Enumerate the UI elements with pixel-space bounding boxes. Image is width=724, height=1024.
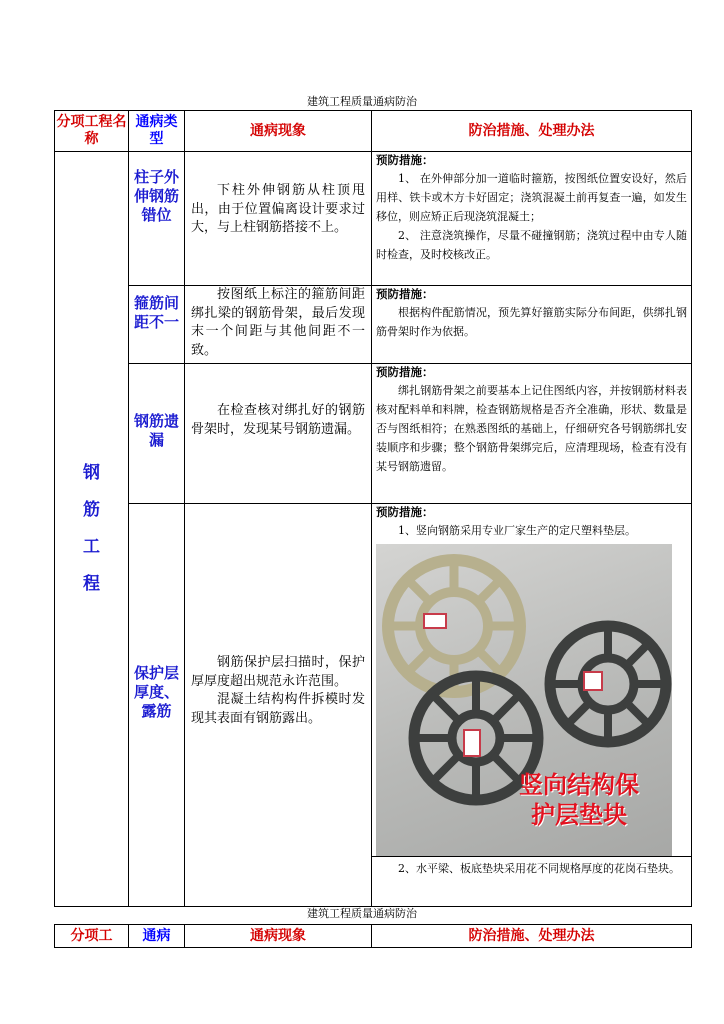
measures-cell xyxy=(372,286,692,364)
header-measures: 防治措施、处理办法 xyxy=(372,925,692,948)
header-defect-type: 通病类型 xyxy=(129,111,185,152)
next-page-header-row xyxy=(55,925,692,948)
measure-text: 绑扎钢筋骨架之前要基本上记住图纸内容，并按钢筋材料表核对配料单和料牌，检查钢筋规格是否齐全准确，形状、数量是否与图纸相符；在熟悉图纸的基础上，仔细研究各号钢筋绑扎安装顺序和步骤；整个钢筋骨架绑完后，应清理现场，检查有没有某号钢筋遗留。 xyxy=(376,384,687,473)
measure-text: 2、水平梁、板底垫块采用花不同规格厚度的花岗石垫块。 xyxy=(398,862,680,875)
subitem-char: 工 xyxy=(83,537,100,557)
header-subitem-name: 分项工 xyxy=(55,925,129,948)
table-row xyxy=(55,504,692,907)
photo-caption-line: 竖向结构保 xyxy=(519,771,639,799)
table-row xyxy=(55,152,692,286)
spacer-photo xyxy=(376,544,672,856)
phenomenon-text: 在检查核对绑扎好的钢筋骨架时，发现某号钢筋遗漏。 xyxy=(191,403,365,437)
phenomenon-text: 混凝土结构构件拆模时发现其表面有钢筋露出。 xyxy=(191,692,365,726)
phenomenon-cell xyxy=(185,504,372,907)
phenomenon-cell xyxy=(185,152,372,286)
measures-label: 预防措施： xyxy=(376,365,434,379)
defect-type: 柱子外伸钢筋错位 xyxy=(129,152,185,286)
header-defect-type: 通病 xyxy=(129,925,185,948)
measures-label: 预防措施： xyxy=(376,287,434,301)
phenomenon-cell xyxy=(185,286,372,364)
measure-text: 1、竖向钢筋采用专业厂家生产的定尺塑料垫层。 xyxy=(398,524,636,537)
defects-table xyxy=(54,110,692,907)
header-measures: 防治措施、处理办法 xyxy=(372,111,692,152)
table-row xyxy=(55,364,692,504)
subitem-char: 钢 xyxy=(83,463,100,483)
photo-caption-line: 护层垫块 xyxy=(531,801,627,829)
rebar-spacer-wheel-dark-icon xyxy=(550,626,666,742)
header-row xyxy=(55,111,692,152)
measures-cell xyxy=(372,504,692,907)
measure-text: 1、 在外伸部分加一道临时箍筋，按图纸位置安设好，然后用样、铁卡或木方卡好固定；浇筑混凝土前再复查一遍，如发生移位，则应矫正后现浇筑混凝土； xyxy=(376,172,687,223)
measure-text: 2、 注意浇筑操作，尽量不碰撞钢筋；浇筑过程中由专人随时检查，及时校核改正。 xyxy=(376,229,687,261)
header-phenomenon: 通病现象 xyxy=(185,111,372,152)
measure-text: 根据构件配筋情况，预先算好箍筋实际分布间距，供绑扎钢筋骨架时作为依据。 xyxy=(376,306,687,338)
photo-caption xyxy=(494,770,664,830)
subitem-char: 筋 xyxy=(83,500,100,520)
header-phenomenon: 通病现象 xyxy=(185,925,372,948)
table-row xyxy=(55,286,692,364)
document-title: 建筑工程质量通病防治 xyxy=(307,95,417,108)
defect-type: 保护层厚度、露筋 xyxy=(129,504,185,907)
next-page-header-table xyxy=(54,924,692,948)
next-page-title: 建筑工程质量通病防治 xyxy=(307,907,417,920)
phenomenon-text: 按图纸上标注的箍筋间距绑扎梁的钢筋骨架，最后发现末一个间距与其他间距不一致。 xyxy=(191,287,365,358)
measures-cell xyxy=(372,364,692,504)
header-subitem-name: 分项工程名称 xyxy=(55,111,129,152)
phenomenon-cell xyxy=(185,364,372,504)
measures-label: 预防措施： xyxy=(376,505,434,519)
measures-cell xyxy=(372,152,692,286)
defect-type: 箍筋间距不一 xyxy=(129,286,185,364)
phenomenon-text: 钢筋保护层扫描时，保护厚厚度超出规范永许范围。 xyxy=(191,655,365,689)
measure-text-after-photo xyxy=(372,856,691,878)
subitem-char: 程 xyxy=(83,574,100,594)
defect-type: 钢筋遗漏 xyxy=(129,364,185,504)
measures-label: 预防措施： xyxy=(376,153,434,167)
rebar-spacer-wheel-beige-icon xyxy=(388,560,520,692)
phenomenon-text: 下柱外伸钢筋从柱顶甩出，由于位置偏离设计要求过大，与上柱钢筋搭接不上。 xyxy=(191,183,365,235)
subitem-name-cell xyxy=(55,152,129,907)
